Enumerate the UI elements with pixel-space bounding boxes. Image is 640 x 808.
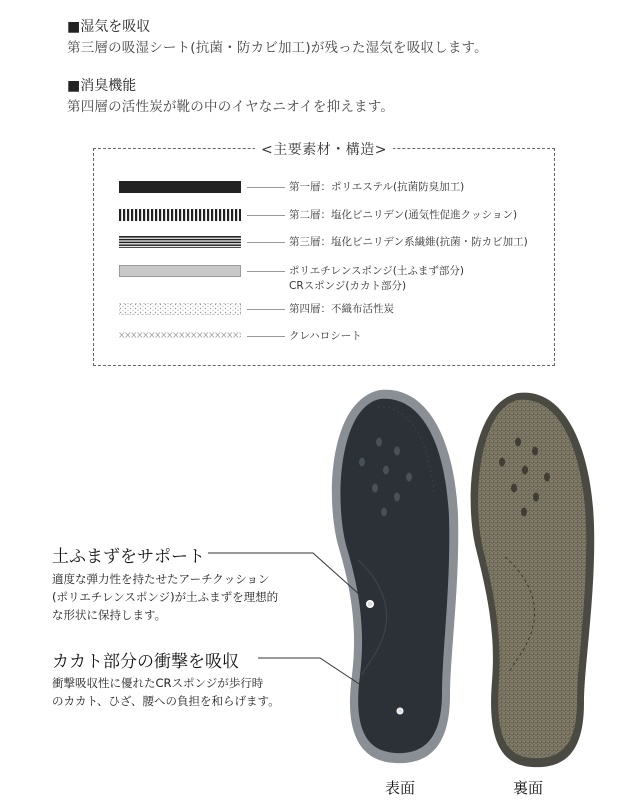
sponge-leader [247, 271, 285, 272]
feature-title-moisture: ■湿気を吸収 [67, 19, 151, 35]
feature-title-deodorize: ■消臭機能 [67, 78, 137, 94]
cr-sponge-label: CRスポンジ(カカト部分) [289, 280, 407, 292]
callout-heel-body: 衝撃吸収性に優れたCRスポンジが歩行時 のカカト、ひざ、腰への負担を和らげます。 [52, 676, 280, 708]
layer2-label: 第二層：塩化ビニリデン(通気性促進クッション) [289, 209, 518, 221]
caption-front: 表面 [385, 779, 416, 797]
callout-heel-title: カカト部分の衝撃を吸収 [52, 652, 239, 672]
layer3-swatch [119, 236, 241, 248]
layer1-swatch [119, 181, 241, 193]
kureharo-label: クレハロシート [289, 330, 362, 342]
layer1-label: 第一層：ポリエステル(抗菌防臭加工) [289, 181, 465, 193]
layer3-leader [247, 242, 285, 243]
layer4-swatch [119, 303, 241, 315]
layer1-leader [247, 187, 285, 188]
layer2-leader [247, 215, 285, 216]
kureharo-swatch [119, 331, 241, 340]
materials-title: <主要素材・構造> [94, 139, 554, 159]
callout-arch-title: 土ふまずをサポート [52, 547, 205, 567]
caption-back: 裏面 [513, 779, 544, 797]
feature-body-moisture: 第三層の吸湿シート(抗菌・防カビ加工)が残った湿気を吸収します。 [67, 40, 488, 56]
sponge-label: ポリエチレンスポンジ(土ふまず部分) [289, 265, 464, 277]
callout-arch-body: 適度な弾力性を持たせたアーチクッション (ポリエチレンスポンジ)が土ふまずを理想的 な形状に保持します。 [52, 572, 279, 622]
layer2-swatch [119, 209, 241, 221]
kureharo-leader [247, 336, 285, 337]
layer4-leader [247, 309, 285, 310]
layer4-label: 第四層：不織布活性炭 [289, 303, 394, 315]
layer3-label: 第三層：塩化ビニリデン系繊維(抗菌・防カビ加工) [289, 236, 528, 248]
feature-body-deodorize: 第四層の活性炭が靴の中のイヤなニオイを抑えます。 [67, 99, 395, 115]
insole-back [471, 393, 595, 768]
sponge-swatch [119, 265, 241, 277]
